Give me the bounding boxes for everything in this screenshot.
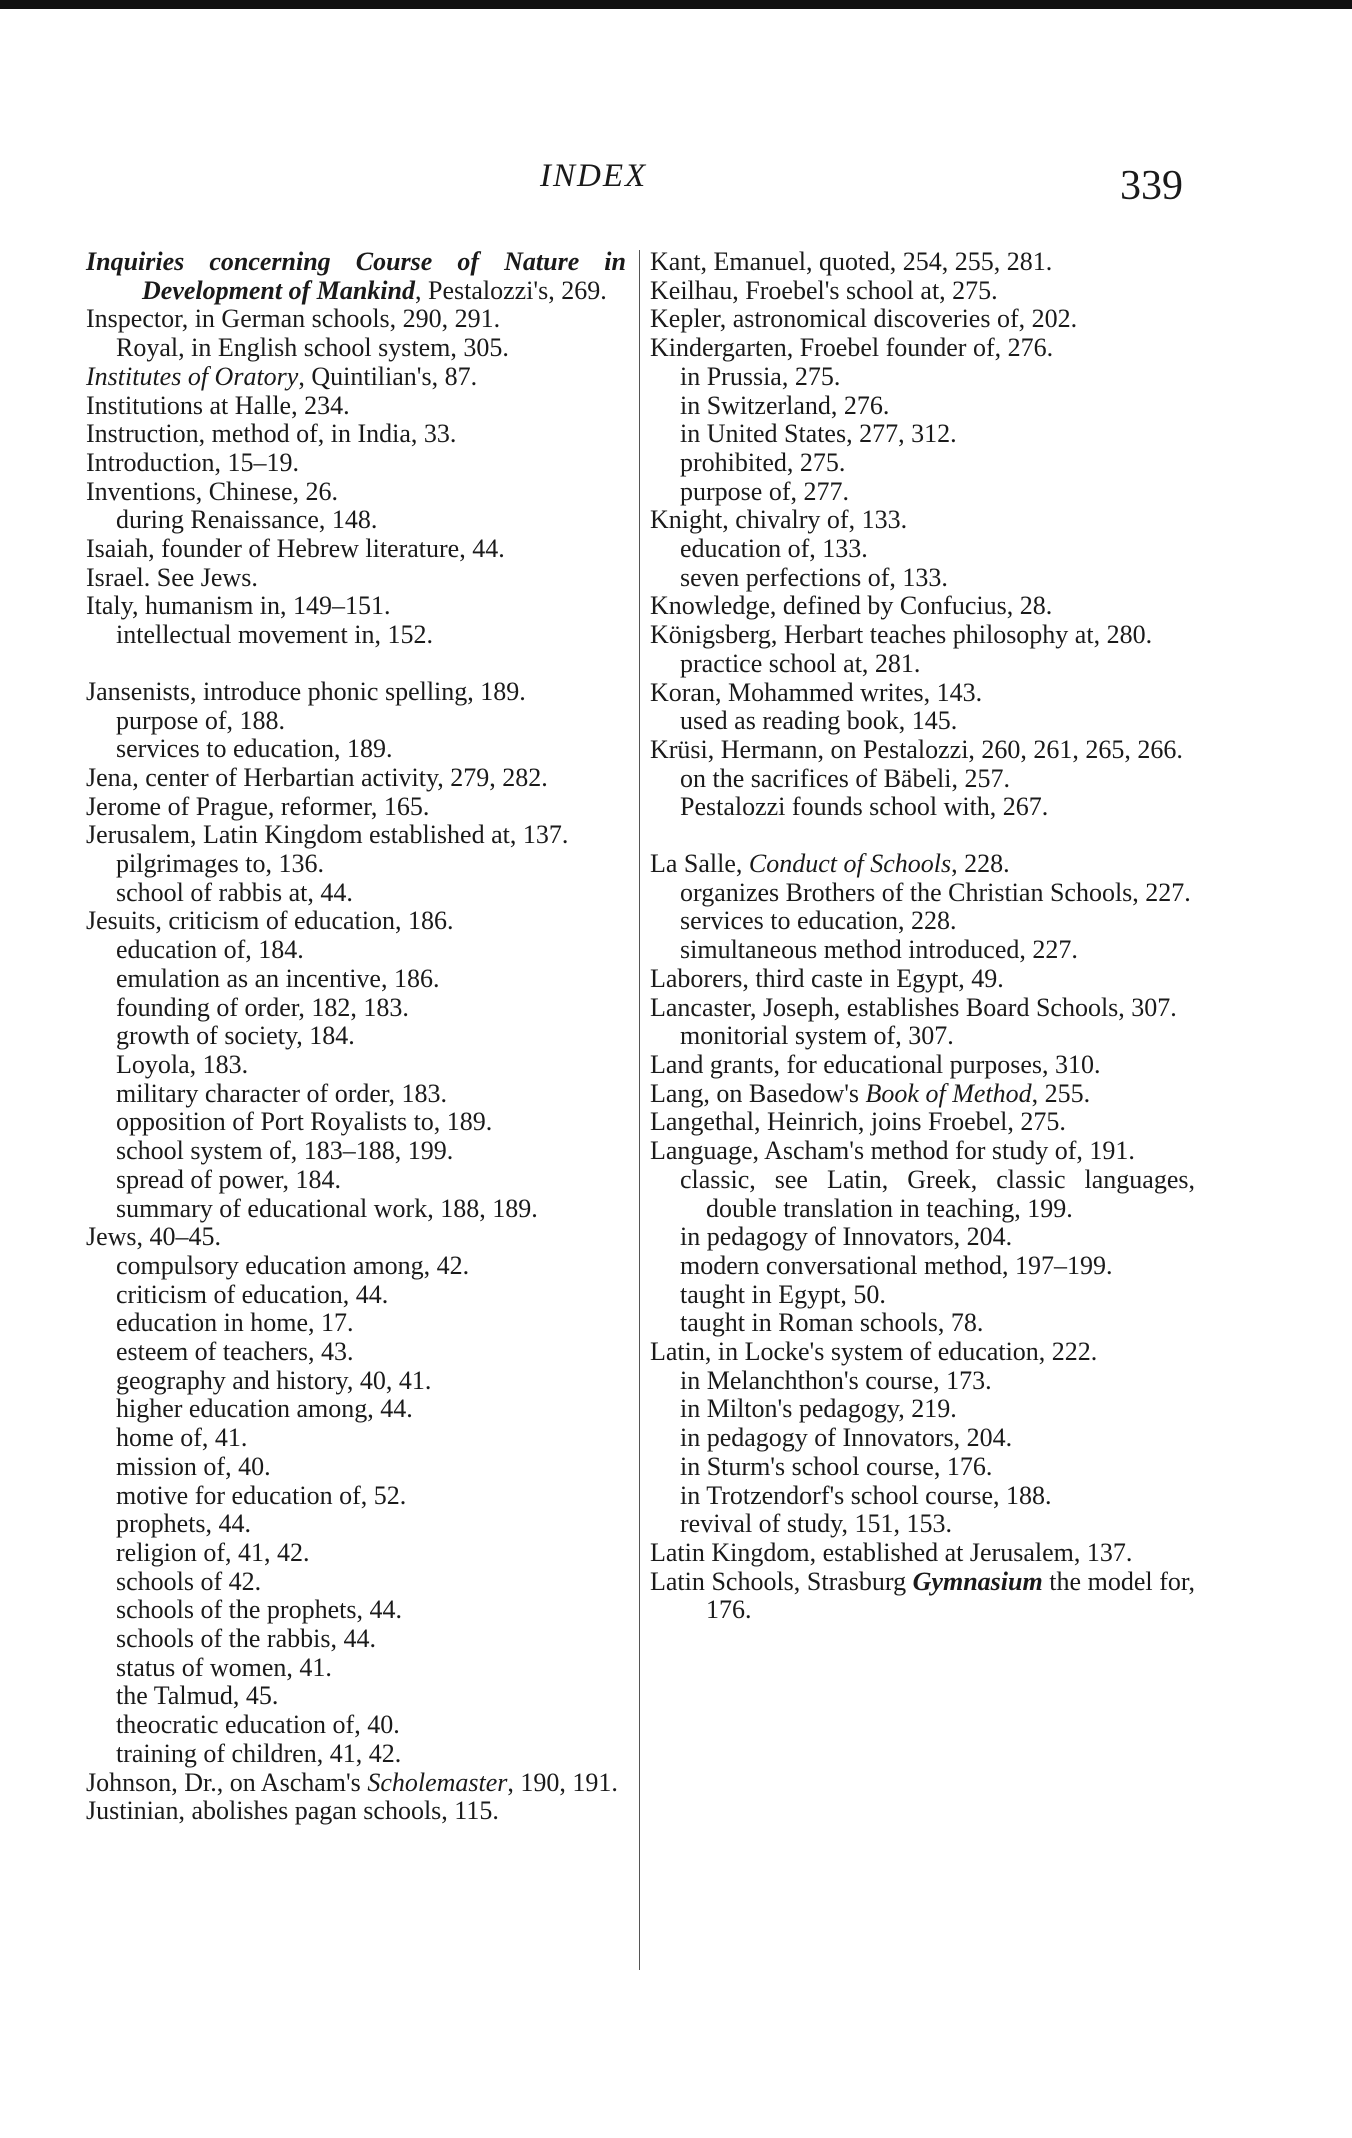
index-subentry <box>650 392 1195 421</box>
entry-text: in pedagogy of Innovators, 204. <box>680 1222 1013 1252</box>
entry-text: , Pestalozzi's, 269. <box>415 275 607 305</box>
index-subentry <box>86 1137 626 1166</box>
index-entry <box>650 736 1195 765</box>
index-subentry <box>86 994 626 1023</box>
entry-text: criticism of education, 44. <box>116 1279 389 1309</box>
entry-text: Knowledge, defined by Confucius, 28. <box>650 591 1053 621</box>
entry-text: Loyola, 183. <box>116 1049 249 1079</box>
entry-text: organizes Brothers of the Christian Schools, 227. <box>680 877 1191 907</box>
index-subentry <box>86 1453 626 1482</box>
page-header <box>0 150 1352 210</box>
entry-text: education of, 184. <box>116 935 304 965</box>
index-entry <box>650 1080 1195 1109</box>
entry-text: La Salle, <box>650 849 749 879</box>
page-number: 339 <box>1120 163 1183 209</box>
index-subentry <box>86 1596 626 1625</box>
entry-text: mission of, 40. <box>116 1451 271 1481</box>
entry-text: revival of study, 151, 153. <box>680 1509 952 1539</box>
entry-text: in Prussia, 275. <box>680 361 841 391</box>
entry-text: Jerome of Prague, reformer, 165. <box>86 791 430 821</box>
entry-text: education of, 133. <box>680 534 868 564</box>
entry-text: Land grants, for educational purposes, 310. <box>650 1049 1101 1079</box>
entry-text: Italy, humanism in, 149–151. <box>86 591 391 621</box>
index-subentry <box>650 1453 1195 1482</box>
entry-text: in Melanchthon's course, 173. <box>680 1365 992 1395</box>
entry-text: Conduct of Schools <box>748 849 952 879</box>
entry-text: education in home, 17. <box>116 1308 354 1338</box>
index-subentry <box>86 1195 626 1224</box>
index-entry <box>86 764 626 793</box>
entry-text: Book of Method <box>865 1078 1032 1108</box>
entry-text: Justinian, abolishes pagan schools, 115. <box>86 1796 499 1826</box>
index-subentry <box>650 650 1195 679</box>
index-entry <box>650 592 1195 621</box>
entry-text: esteem of teachers, 43. <box>116 1337 354 1367</box>
index-entry <box>86 564 626 593</box>
entry-text: Isaiah, founder of Hebrew literature, 44. <box>86 534 505 564</box>
index-entry <box>650 679 1195 708</box>
index-subentry <box>650 1281 1195 1310</box>
entry-text: in Milton's pedagogy, 219. <box>680 1394 957 1424</box>
index-subentry <box>650 1367 1195 1396</box>
index-subentry <box>650 478 1195 507</box>
index-subentry <box>86 1108 626 1137</box>
entry-text: Inquiries concerning Course of Nature in Development of Mankind <box>86 247 626 305</box>
entry-text: Jerusalem, Latin Kingdom established at, 137. <box>86 820 569 850</box>
column-divider <box>639 250 640 1970</box>
index-entry <box>650 850 1195 879</box>
index-subentry <box>86 936 626 965</box>
entry-text: school system of, 183–188, 199. <box>116 1136 454 1166</box>
index-entry <box>650 1338 1195 1367</box>
entry-text: Jews, 40–45. <box>86 1222 222 1252</box>
index-subentry <box>650 1022 1195 1051</box>
index-entry <box>650 965 1195 994</box>
index-entry <box>650 1568 1195 1625</box>
entry-text: Language, Ascham's method for study of, 191. <box>650 1136 1135 1166</box>
index-entry <box>86 392 626 421</box>
index-entry <box>86 305 626 334</box>
index-subentry <box>650 879 1195 908</box>
index-entry <box>650 305 1195 334</box>
index-subentry <box>650 707 1195 736</box>
entry-text: the Talmud, 45. <box>116 1681 279 1711</box>
entry-text: Pestalozzi founds school with, 267. <box>680 792 1049 822</box>
index-subentry <box>86 1682 626 1711</box>
entry-text: in Switzerland, 276. <box>680 390 890 420</box>
entry-text: taught in Roman schools, 78. <box>680 1308 984 1338</box>
index-entry <box>650 1051 1195 1080</box>
entry-text: , 190, 191. <box>507 1767 618 1797</box>
entry-text: classic, see Latin, Greek, classic languages, double translation in teaching, 199. <box>680 1164 1195 1223</box>
index-subentry <box>650 1395 1195 1424</box>
entry-text: purpose of, 188. <box>116 705 285 735</box>
index-entry <box>86 420 626 449</box>
index-subentry <box>86 1568 626 1597</box>
index-subentry <box>650 1166 1195 1223</box>
entry-text: religion of, 41, 42. <box>116 1537 310 1567</box>
index-entry <box>650 248 1195 277</box>
running-title: INDEX <box>540 158 648 194</box>
entry-text: , 228. <box>951 849 1010 879</box>
index-entry <box>86 1769 626 1798</box>
index-subentry <box>86 1740 626 1769</box>
entry-text: schools of the rabbis, 44. <box>116 1624 376 1654</box>
entry-text: in pedagogy of Innovators, 204. <box>680 1423 1013 1453</box>
entry-text: emulation as an incentive, 186. <box>116 963 440 993</box>
entry-text: in Sturm's school course, 176. <box>680 1451 993 1481</box>
index-subentry <box>650 765 1195 794</box>
index-subentry <box>86 1654 626 1683</box>
index-subentry <box>86 1711 626 1740</box>
entry-text: Scholemaster <box>367 1767 508 1797</box>
entry-text: Lang, on Basedow's <box>650 1078 866 1108</box>
index-subentry <box>86 1338 626 1367</box>
index-subentry <box>86 1424 626 1453</box>
index-entry <box>86 478 626 507</box>
index-subentry <box>86 1539 626 1568</box>
entry-text: taught in Egypt, 50. <box>680 1279 886 1309</box>
entry-text: practice school at, 281. <box>680 648 921 678</box>
index-subentry <box>86 965 626 994</box>
entry-text: Gymnasium <box>912 1566 1043 1596</box>
index-subentry <box>86 879 626 908</box>
entry-text: summary of educational work, 188, 189. <box>116 1193 538 1223</box>
entry-text: schools of 42. <box>116 1566 262 1596</box>
index-entry <box>86 678 626 707</box>
index-entry <box>86 1223 626 1252</box>
entry-text: during Renaissance, 148. <box>116 505 378 535</box>
entry-text: Jansenists, introduce phonic spelling, 189. <box>86 676 526 706</box>
index-entry <box>86 1797 626 1826</box>
index-entry <box>650 1539 1195 1568</box>
entry-text: opposition of Port Royalists to, 189. <box>116 1107 493 1137</box>
entry-text: training of children, 41, 42. <box>116 1738 402 1768</box>
entry-text: theocratic education of, 40. <box>116 1710 400 1740</box>
index-subentry <box>86 1051 626 1080</box>
entry-text: , Quintilian's, 87. <box>298 361 478 391</box>
index-subentry <box>650 1223 1195 1252</box>
entry-text: Kant, Emanuel, quoted, 254, 255, 281. <box>650 247 1053 276</box>
top-border-rule <box>0 0 1352 9</box>
index-subentry <box>86 1625 626 1654</box>
entry-text: Latin Kingdom, established at Jerusalem, 137. <box>650 1537 1133 1567</box>
entry-text: Institutions at Halle, 234. <box>86 390 350 420</box>
entry-text: Inspector, in German schools, 290, 291. <box>86 304 501 334</box>
index-subentry <box>86 1482 626 1511</box>
index-entry <box>650 1108 1195 1137</box>
index-subentry <box>86 621 626 650</box>
index-subentry <box>650 907 1195 936</box>
entry-text: Latin Schools, Strasburg <box>650 1566 913 1596</box>
entry-text: geography and history, 40, 41. <box>116 1365 432 1395</box>
entry-text: modern conversational method, 197–199. <box>680 1250 1113 1280</box>
index-subentry <box>86 1252 626 1281</box>
index-subentry <box>86 1395 626 1424</box>
index-subentry <box>650 793 1195 822</box>
index-subentry <box>86 334 626 363</box>
entry-text: Jena, center of Herbartian activity, 279, 282. <box>86 762 548 792</box>
entry-text: services to education, 228. <box>680 906 957 936</box>
index-subentry <box>86 1281 626 1310</box>
index-subentry <box>86 1309 626 1338</box>
entry-text: Instruction, method of, in India, 33. <box>86 419 457 449</box>
index-subentry <box>86 707 626 736</box>
index-entry <box>86 363 626 392</box>
entry-text: Johnson, Dr., on Ascham's <box>86 1767 368 1797</box>
index-subentry <box>86 1022 626 1051</box>
index-entry <box>650 621 1195 650</box>
entry-text: Latin, in Locke's system of education, 222. <box>650 1337 1098 1367</box>
entry-text: Jesuits, criticism of education, 186. <box>86 906 454 936</box>
entry-text: in Trotzendorf's school course, 188. <box>680 1480 1052 1510</box>
index-entry <box>86 907 626 936</box>
entry-text: Institutes of Oratory <box>86 361 299 391</box>
entry-text: intellectual movement in, 152. <box>116 620 433 650</box>
entry-text: compulsory education among, 42. <box>116 1250 470 1280</box>
entry-text: military character of order, 183. <box>116 1078 448 1108</box>
index-entry <box>650 994 1195 1023</box>
entry-text: , 255. <box>1031 1078 1091 1108</box>
index-subentry <box>86 735 626 764</box>
index-entry <box>650 277 1195 306</box>
index-subentry <box>86 1510 626 1539</box>
index-subentry <box>86 506 626 535</box>
entry-text: Kindergarten, Froebel founder of, 276. <box>650 333 1054 363</box>
index-entry <box>86 449 626 478</box>
entry-text: seven perfections of, 133. <box>680 562 948 592</box>
index-entry <box>86 592 626 621</box>
entry-text: Israel. See Jews. <box>86 562 258 592</box>
index-subentry <box>650 1424 1195 1453</box>
entry-text: in United States, 277, 312. <box>680 419 957 449</box>
index-column-left <box>86 248 626 1826</box>
index-subentry <box>650 1510 1195 1539</box>
index-entry <box>650 1137 1195 1166</box>
entry-text: Laborers, third caste in Egypt, 49. <box>650 963 1004 993</box>
index-subentry <box>650 1252 1195 1281</box>
entry-text: Royal, in English school system, 305. <box>116 333 509 363</box>
index-subentry <box>650 1309 1195 1338</box>
index-subentry <box>650 535 1195 564</box>
entry-text: monitorial system of, 307. <box>680 1021 954 1051</box>
entry-text: spread of power, 184. <box>116 1164 341 1194</box>
entry-text: used as reading book, 145. <box>680 706 958 736</box>
index-subentry <box>86 1367 626 1396</box>
entry-text: Inventions, Chinese, 26. <box>86 476 339 506</box>
entry-text: Langethal, Heinrich, joins Froebel, 275. <box>650 1107 1066 1137</box>
entry-text: prohibited, 275. <box>680 447 846 477</box>
entry-text: founding of order, 182, 183. <box>116 992 409 1022</box>
entry-text: growth of society, 184. <box>116 1021 355 1051</box>
index-subentry <box>86 1166 626 1195</box>
entry-text: simultaneous method introduced, 227. <box>680 935 1078 965</box>
entry-text: Keilhau, Froebel's school at, 275. <box>650 275 998 305</box>
entry-text: purpose of, 277. <box>680 476 849 506</box>
index-subentry <box>650 363 1195 392</box>
entry-text: Knight, chivalry of, 133. <box>650 505 908 535</box>
index-entry <box>86 821 626 850</box>
index-entry <box>86 248 626 305</box>
entry-text: schools of the prophets, 44. <box>116 1595 402 1625</box>
entry-text: on the sacrifices of Bäbeli, 257. <box>680 763 1010 793</box>
entry-text: Kepler, astronomical discoveries of, 202. <box>650 304 1078 334</box>
entry-text: school of rabbis at, 44. <box>116 877 353 907</box>
entry-text: Krüsi, Hermann, on Pestalozzi, 260, 261, 265, 266. <box>650 734 1183 764</box>
index-subentry <box>650 936 1195 965</box>
entry-text: Introduction, 15–19. <box>86 447 300 477</box>
index-subentry <box>650 564 1195 593</box>
entry-text: services to education, 189. <box>116 734 393 764</box>
entry-text: higher education among, 44. <box>116 1394 413 1424</box>
entry-text: status of women, 41. <box>116 1652 332 1682</box>
entry-text: the model for, 176. <box>706 1566 1195 1625</box>
entry-text: prophets, 44. <box>116 1509 252 1539</box>
index-subentry <box>86 850 626 879</box>
index-subentry <box>86 1080 626 1109</box>
index-column-right <box>650 248 1195 1625</box>
entry-text: Königsberg, Herbart teaches philosophy at, 280. <box>650 620 1153 650</box>
index-entry <box>86 793 626 822</box>
index-subentry <box>650 449 1195 478</box>
entry-text: Lancaster, Joseph, establishes Board Schools, 307. <box>650 992 1177 1022</box>
index-entry <box>650 334 1195 363</box>
index-entry <box>650 506 1195 535</box>
index-entry <box>86 535 626 564</box>
entry-text: home of, 41. <box>116 1423 248 1453</box>
entry-text: Koran, Mohammed writes, 143. <box>650 677 983 707</box>
entry-text: pilgrimages to, 136. <box>116 849 324 879</box>
entry-text: motive for education of, 52. <box>116 1480 407 1510</box>
index-subentry <box>650 420 1195 449</box>
index-subentry <box>650 1482 1195 1511</box>
